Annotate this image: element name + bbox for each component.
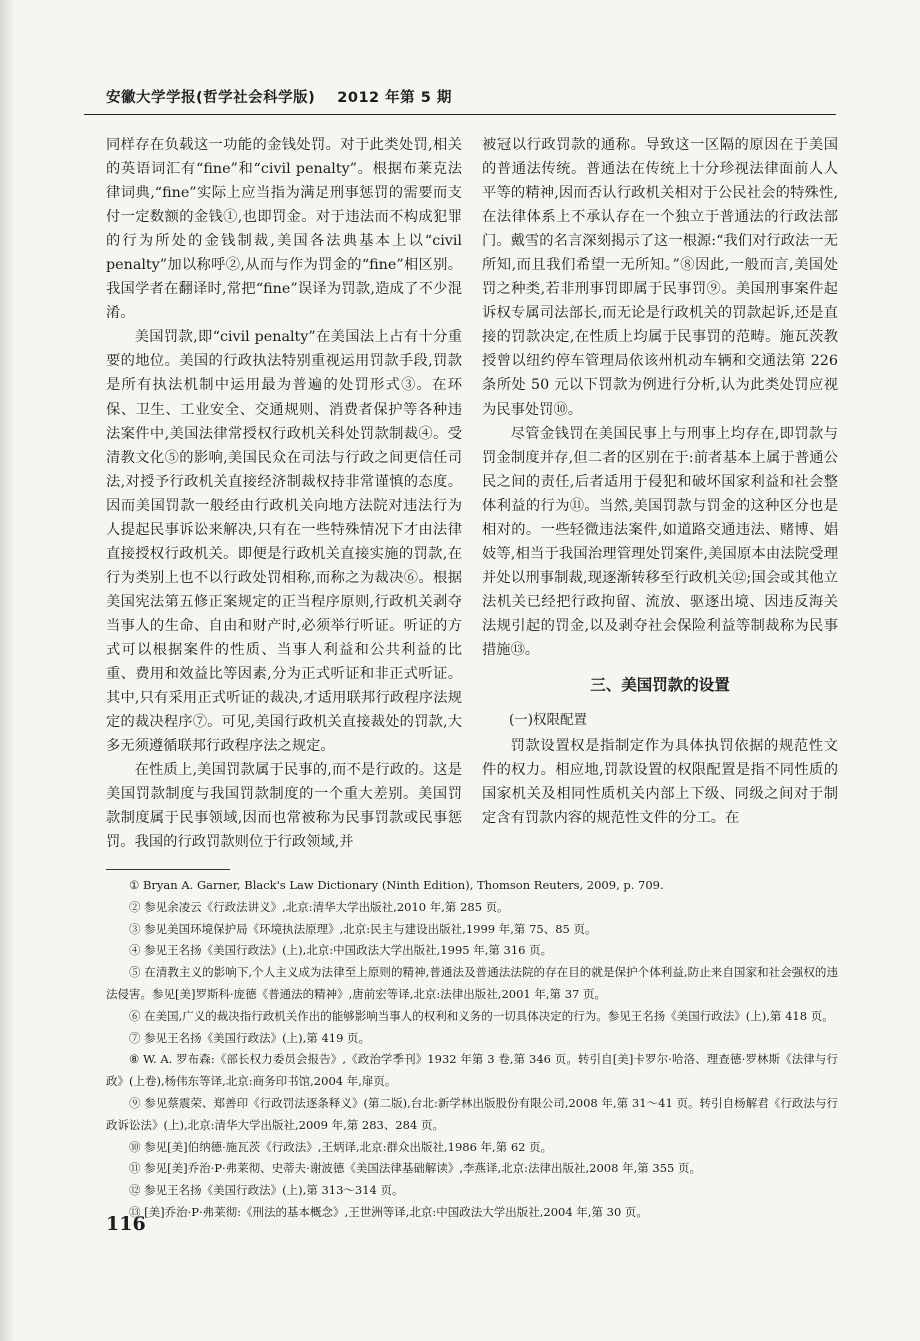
footnote: ② 参见余凌云《行政法讲义》,北京:清华大学出版社,2010 年,第 285 页。	[129, 899, 509, 914]
footnote: ⑥ 在美国,广义的裁决指行政机关作出的能够影响当事人的权利和义务的一切具体决定的行为。参见王名扬《美国行政法》(上),第 418 页。	[129, 1008, 834, 1023]
footnote: ③ 参见美国环境保护局《环境执法原理》,北京:民主与建设出版社,1999 年,第 75、85 页。	[129, 921, 597, 936]
footnote: ⑬ [美]乔治·P·弗莱彻:《刑法的基本概念》,王世洲等译,北京:中国政法大学出版社,2004 年,第 30 页。	[129, 1204, 648, 1219]
left-column	[106, 133, 462, 854]
footnote-rule	[106, 869, 230, 870]
paragraph: 尽管金钱罚在美国民事上与刑事上均存在,即罚款与罚金制度并存,但二者的区别在于:前者基本上属于普通公民之间的责任,后者适用于侵犯和破坏国家利益和社会整体利益的行为⑪。当然,美国罚款与罚金的这种区分也是相对的。一些轻微违法案件,如道路交通违法、赌博、娼妓等,相当于我国治理管理处罚案件,美国原本由法院受理并处以刑事制裁,现逐渐转移至行政机关⑫;国会或其他立法机关已经把行政拘留、流放、驱逐出境、因违反海关法规引起的罚金,以及剥夺社会保险利益等制裁称为民事措施⑬。	[482, 425, 838, 658]
paragraph: 美国罚款,即“civil penalty”在美国法上占有十分重要的地位。美国的行政执法特别重视运用罚款手段,罚款是所有执法机制中运用最为普遍的处罚形式③。在环保、卫生、工业安全、交通规则、消费者保护等各种违法案件中,美国法律常授权行政机关科处罚款制裁④。受清教文化⑤的影响,美国民众在司法与行政之间更信任司法,对授予行政机关直接经济制裁权持非常谨慎的态度。因而美国罚款一般经由行政机关向地方法院对违法行为人提起民事诉讼来解决,只有在一些特殊情况下才由法律直接授权行政机关。即便是行政机关直接实施的罚款,在行为类别上也不以行政处罚相称,而称之为裁决⑥。根据美国宪法第五修正案规定的正当程序原则,行政机关剥夺当事人的生命、自由和财产时,必须举行听证。听证的方式可以根据案件的性质、当事人利益和公共利益的比重、费用和效益比等因素,分为正式听证和非正式听证。其中,只有采用正式听证的裁决,才适用联邦行政程序法规定的裁决程序⑦。可见,美国行政机关直接裁处的罚款,大多无须遵循联邦行政程序法之规定。	[106, 329, 462, 755]
section-title: 三、美国罚款的设置	[590, 676, 730, 695]
footnote: ⑦ 参见王名扬《美国行政法》(上),第 419 页。	[129, 1030, 371, 1045]
issue-label: 2012 年第 5 期	[337, 90, 452, 106]
paragraph: 在性质上,美国罚款属于民事的,而不是行政的。这是美国罚款制度与我国罚款制度的一个重大差别。美国罚款制度属于民事领域,因而也常被称为民事罚款或民事惩罚。我国的行政罚款则位于行政领域,并	[106, 762, 462, 851]
footnote: ① Bryan A. Garner, Black's Law Dictionary (Ninth Edition), Thomson Reuters, 2009, p. 709.	[129, 878, 664, 892]
footnotes	[106, 875, 838, 1224]
running-header	[106, 86, 452, 107]
page-number: 116	[106, 1213, 146, 1235]
footnote: ④ 参见王名扬《美国行政法》(上),北京:中国政法大学出版社,1995 年,第 316 页。	[129, 943, 553, 958]
page-binding-shadow	[0, 0, 14, 1341]
right-column	[482, 133, 838, 830]
footnote: ⑨ 参见蔡震荣、郑善印《行政罚法逐条释义》(第二版),台北:新学林出版股份有限公司,2008 年,第 31～41 页。转引自杨解君《行政法与行政诉讼法》(上),北京:清华大学出版社,2009 年,第 283、284 页。	[106, 1095, 838, 1132]
paragraph: 同样存在负载这一功能的金钱处罚。对于此类处罚,相关的英语词汇有“fine”和“civil penalty”。根据布莱克法律词典,“fine”实际上应当指为满足刑事惩罚的需要而支付一定数额的金钱①,也即罚金。对于违法而不构成犯罪的行为所处的金钱制裁,美国各法典基本上以“civil penalty”加以称呼②,从而与作为罚金的“fine”相区别。我国学者在翻译时,常把“fine”误译为罚款,造成了不少混淆。	[106, 137, 462, 322]
footnote: ⑪ 参见[美]乔治·P·弗莱彻、史蒂夫·谢波德《美国法律基础解读》,李燕译,北京:法律出版社,2008 年,第 355 页。	[129, 1161, 702, 1176]
footnote: ⑤ 在清教主义的影响下,个人主义成为法律至上原则的精神,普通法及普通法法院的存在目的就是保护个体利益,防止来自国家和社会强权的违法侵害。参见[美]罗斯科·庞德《普通法的精神》,唐前宏等译,北京:法律出版社,2001 年,第 37 页。	[106, 965, 838, 1001]
footnote: ⑧ W. A. 罗布森:《部长权力委员会报告》,《政治学季刊》1932 年第 3 卷,第 346 页。转引自[美]卡罗尔·哈洛、理查德·罗林斯《法律与行政》(上卷),杨伟东等译,北京:商务印书馆,2004 年,扉页。	[106, 1052, 838, 1089]
footnote: ⑩ 参见[美]伯纳德·施瓦茨《行政法》,王炳译,北京:群众出版社,1986 年,第 62 页。	[129, 1139, 553, 1154]
header-rule	[84, 114, 836, 115]
paragraph: 罚款设置权是指制定作为具体执罚依据的规范性文件的权力。相应地,罚款设置的权限配置是指不同性质的国家机关及相同性质机关内部上下级、同级之间对于制定含有罚款内容的规范性文件的分工。在	[482, 738, 838, 827]
journal-name: 安徽大学学报(哲学社会科学版)	[106, 90, 316, 106]
paragraph: 被冠以行政罚款的通称。导致这一区隔的原因在于美国的普通法传统。普通法在传统上十分珍视法律面前人人平等的精神,因而否认行政机关相对于公民社会的特殊性,在法律体系上不承认存在一个独立于普通法的行政法部门。戴雪的名言深刻揭示了这一根源:“我们对行政法一无所知,而且我们希望一无所知。”⑧因此,一般而言,美国处罚之种类,若非刑事罚即属于民事罚⑨。美国刑事案件起诉权专属司法部长,而无论是行政机关的罚款起诉,还是直接的罚款决定,在性质上均属于民事罚的范畴。施瓦茨教授曾以纽约停车管理局依该州机动车辆和交通法第 226 条所处 50 元以下罚款为例进行分析,认为此类处罚应视为民事处罚⑩。	[482, 137, 838, 418]
subsection-title: (一)权限配置	[509, 712, 588, 729]
footnote: ⑫ 参见王名扬《美国行政法》(上),第 313～314 页。	[129, 1183, 404, 1198]
